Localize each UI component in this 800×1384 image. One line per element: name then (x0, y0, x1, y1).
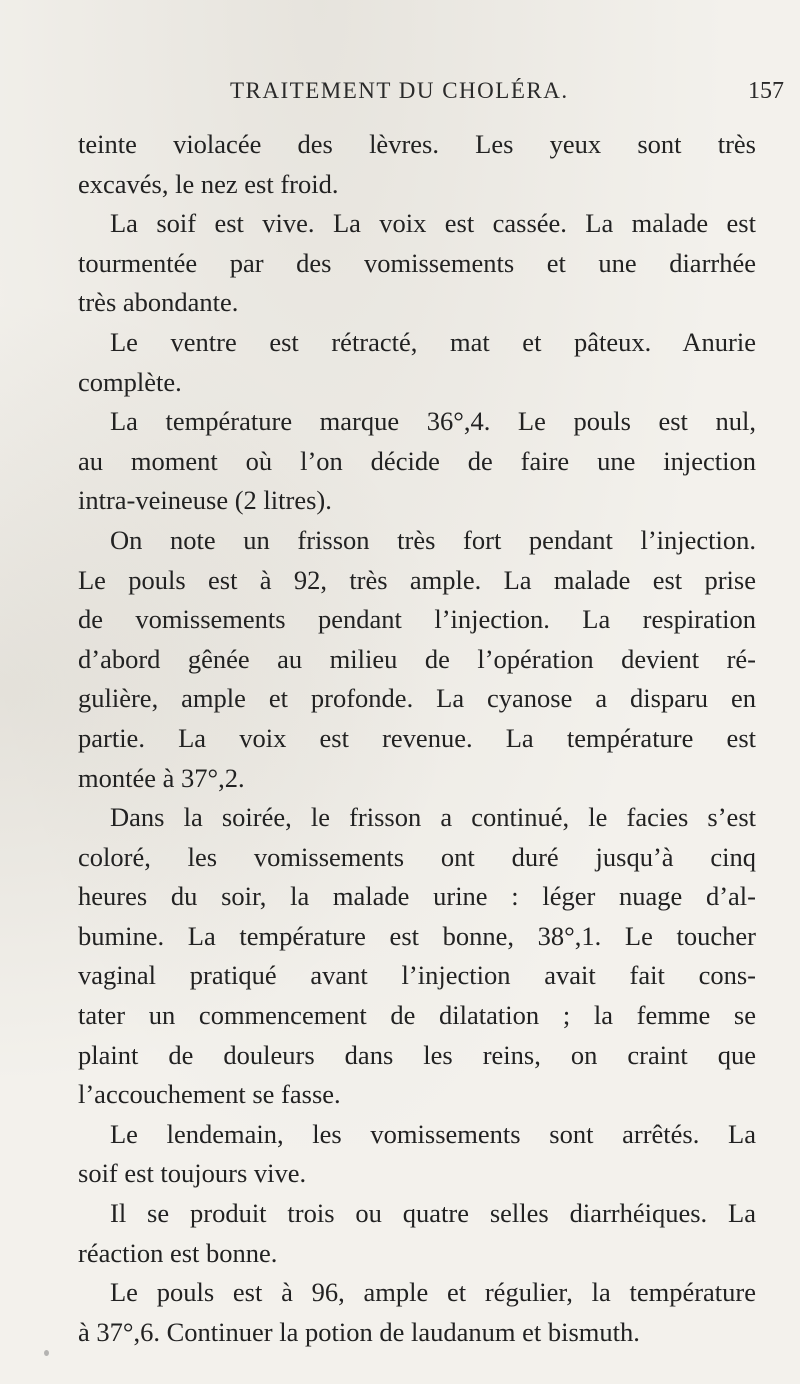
text-line: excavés, le nez est froid. (78, 168, 339, 199)
text-line: Le lendemain, les vomissements sont arrêtés. La (110, 1118, 756, 1149)
text-line: On note un frisson très fort pendant l’injection. (110, 524, 756, 555)
page-header (230, 78, 790, 118)
running-title: TRAITEMENT DU CHOLÉRA. (230, 78, 569, 103)
text-line: de vomissements pendant l’injection. La respiration (78, 604, 756, 635)
text-line: au moment où l’on décide de faire une injection (78, 445, 756, 476)
text-line: heures du soir, la malade urine : léger nuage d’al- (78, 881, 756, 912)
text-line: La soif est vive. La voix est cassée. La malade est (110, 208, 756, 239)
text-line: plaint de douleurs dans les reins, on craint que (78, 1039, 756, 1070)
body-text (78, 125, 756, 1352)
text-line: gulière, ample et profonde. La cyanose a disparu en (78, 683, 756, 714)
ink-speck (44, 1350, 49, 1356)
text-line: Le ventre est rétracté, mat et pâteux. Anurie (110, 326, 756, 357)
text-line: coloré, les vomissements ont duré jusqu’à cinq (78, 841, 756, 872)
text-line: montée à 37°,2. (78, 762, 245, 793)
text-line: réaction est bonne. (78, 1237, 278, 1268)
text-line: très abondante. (78, 287, 239, 318)
text-line: Il se produit trois ou quatre selles diarrhéiques. La (110, 1198, 756, 1229)
text-line: tater un commencement de dilatation ; la femme se (78, 1000, 756, 1031)
text-line: complète. (78, 366, 182, 397)
text-line: intra-veineuse (2 litres). (78, 485, 332, 516)
text-line: vaginal pratiqué avant l’injection avait fait cons- (78, 960, 756, 991)
page-number: 157 (748, 78, 784, 104)
text-line: La température marque 36°,4. Le pouls est nul, (110, 406, 756, 437)
text-line: d’abord gênée au milieu de l’opération devient ré- (78, 643, 756, 674)
text-line: tourmentée par des vomissements et une diarrhée (78, 247, 756, 278)
text-line: teinte violacée des lèvres. Les yeux sont très (78, 129, 756, 159)
text-line: Le pouls est à 92, très ample. La malade est prise (78, 564, 756, 595)
text-line: l’accouchement se fasse. (78, 1079, 341, 1110)
text-line: partie. La voix est revenue. La température est (78, 722, 756, 753)
text-line: soif est toujours vive. (78, 1158, 307, 1189)
text-line: Dans la soirée, le frisson a continué, le facies s’est (110, 802, 756, 833)
text-line: à 37°,6. Continuer la potion de laudanum et bismuth. (78, 1316, 640, 1347)
text-line: Le pouls est à 96, ample et régulier, la température (110, 1277, 756, 1308)
text-line: bumine. La température est bonne, 38°,1. Le toucher (78, 920, 756, 951)
